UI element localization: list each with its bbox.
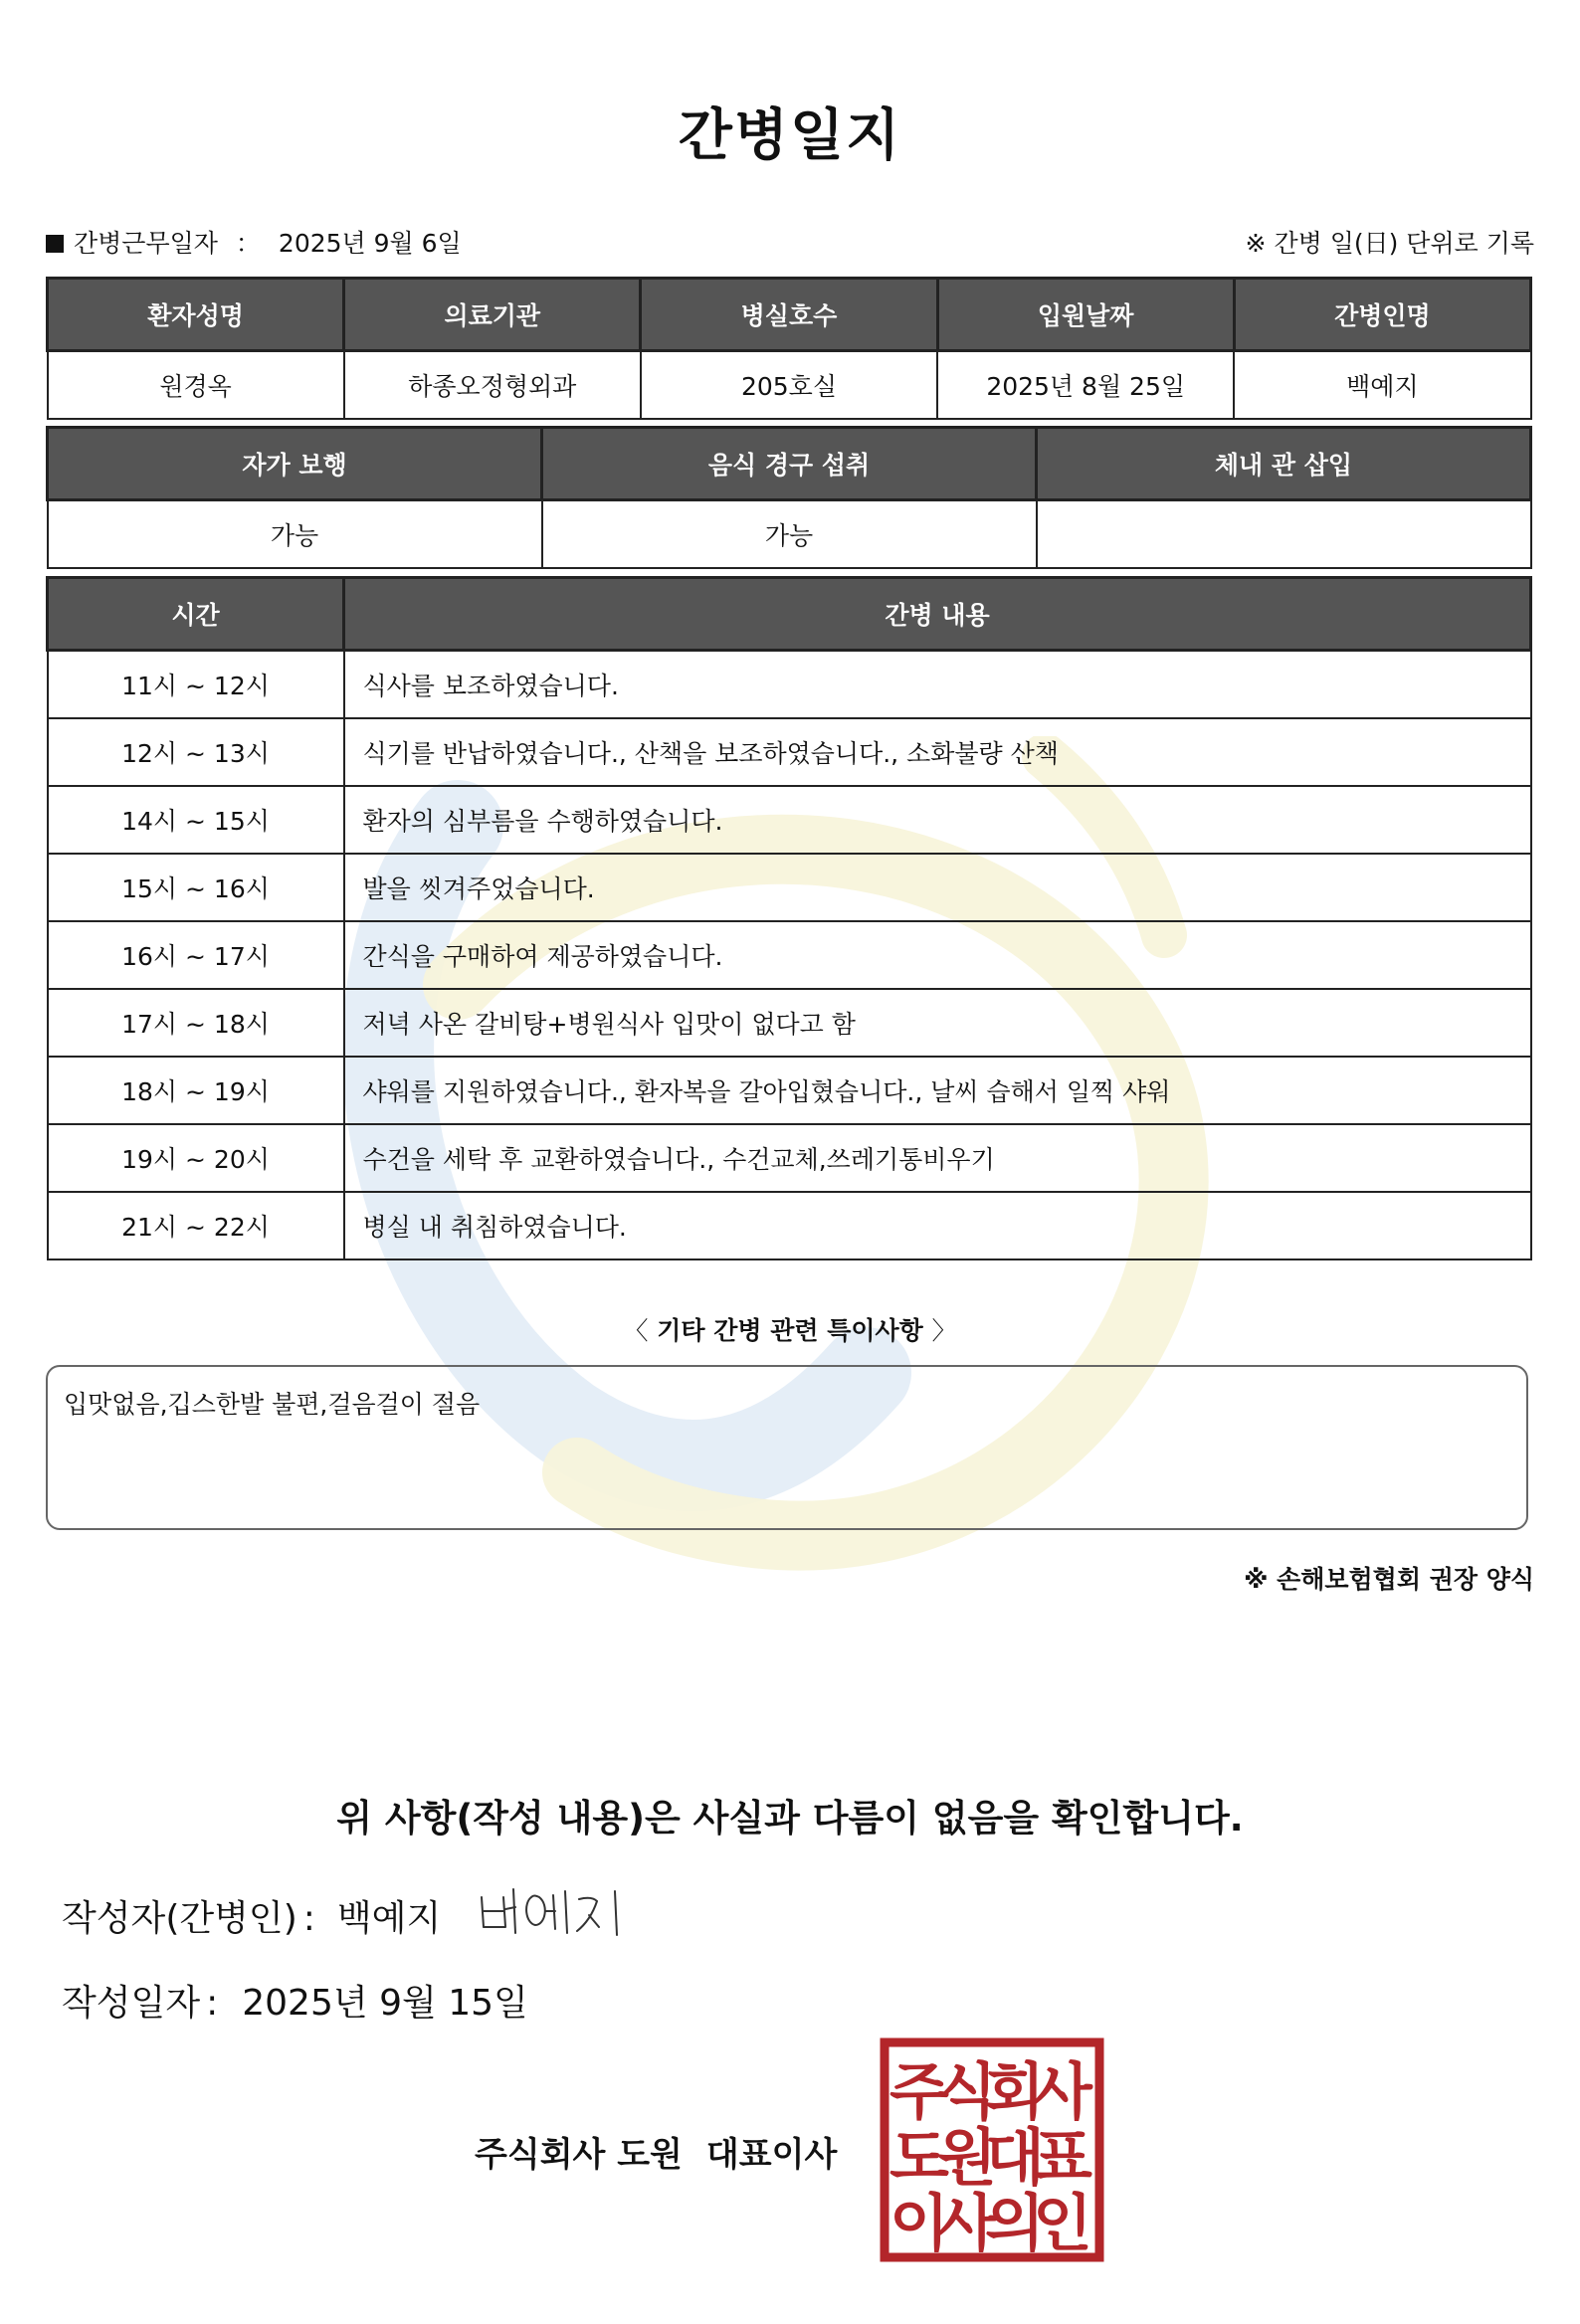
svg-text:도: 도 bbox=[889, 2121, 949, 2194]
author-label: 작성자(간병인) bbox=[62, 1898, 297, 1939]
svg-text:표: 표 bbox=[1033, 2121, 1092, 2194]
header-time: 시간 bbox=[48, 578, 344, 651]
time-cell: 11시 ~ 12시 bbox=[48, 651, 344, 719]
content-cell: 환자의 심부름을 수행하였습니다. bbox=[344, 786, 1531, 854]
table-row bbox=[48, 921, 1531, 989]
record-unit-note: ※ 간병 일(日) 단위로 기록 bbox=[1245, 229, 1534, 258]
svg-text:대: 대 bbox=[985, 2121, 1045, 2194]
table-row bbox=[48, 854, 1531, 921]
table-row bbox=[48, 1192, 1531, 1259]
company-seal-stamp bbox=[880, 2037, 1104, 2262]
time-cell: 19시 ~ 20시 bbox=[48, 1124, 344, 1192]
content-cell: 저녁 사온 갈비탕+병원식사 입맛이 없다고 함 bbox=[344, 989, 1531, 1057]
hospital-name: 하종오정형외과 bbox=[344, 351, 641, 420]
svg-text:이: 이 bbox=[889, 2187, 949, 2259]
svg-text:사: 사 bbox=[937, 2187, 997, 2259]
self-walking-value: 가능 bbox=[48, 500, 542, 569]
time-cell: 12시 ~ 13시 bbox=[48, 718, 344, 786]
table-row bbox=[48, 786, 1531, 854]
header-caregiver-name: 간병인명 bbox=[1234, 279, 1530, 351]
author-colon: : bbox=[302, 1898, 315, 1939]
special-notes-box: 입맛없음,깁스한발 불편,걸음걸이 절음 bbox=[46, 1365, 1528, 1530]
confirmation-statement: 위 사항(작성 내용)은 사실과 다름이 없음을 확인합니다. bbox=[336, 1797, 1244, 1840]
company-name: 주식회사 도원 bbox=[475, 2135, 683, 2175]
table-row bbox=[48, 1124, 1531, 1192]
care-log-header-row bbox=[48, 578, 1531, 651]
caregiver-name: 백예지 bbox=[1234, 351, 1530, 420]
work-date-line bbox=[46, 224, 462, 260]
patient-status-table bbox=[46, 426, 1532, 569]
patient-name: 원경옥 bbox=[48, 351, 344, 420]
content-cell: 식사를 보조하였습니다. bbox=[344, 651, 1531, 719]
table-row bbox=[48, 989, 1531, 1057]
company-title: 대표이사 bbox=[705, 2135, 838, 2175]
work-date-value: 2025년 9월 6일 bbox=[278, 229, 462, 258]
svg-text:인: 인 bbox=[1033, 2187, 1092, 2259]
room-number: 205호실 bbox=[641, 351, 937, 420]
bracket-close: 〉 bbox=[931, 1316, 957, 1345]
time-cell: 16시 ~ 17시 bbox=[48, 921, 344, 989]
time-cell: 18시 ~ 19시 bbox=[48, 1057, 344, 1124]
content-cell: 병실 내 취침하였습니다. bbox=[344, 1192, 1531, 1259]
header-admission-date: 입원날짜 bbox=[937, 279, 1234, 351]
content-cell: 식기를 반납하였습니다., 산책을 보조하였습니다., 소화불량 산책 bbox=[344, 718, 1531, 786]
header-room-number: 병실호수 bbox=[641, 279, 937, 351]
patient-header-row bbox=[48, 279, 1531, 351]
written-date-row bbox=[62, 1975, 528, 2026]
content-cell: 수건을 세탁 후 교환하였습니다., 수건교체,쓰레기통비우기 bbox=[344, 1124, 1531, 1192]
written-date-label: 작성일자 bbox=[62, 1983, 201, 2024]
content-cell: 샤워를 지원하였습니다., 환자복을 갈아입혔습니다., 날씨 습해서 일찍 샤워 bbox=[344, 1057, 1531, 1124]
header-oral-intake: 음식 경구 섭취 bbox=[542, 428, 1037, 500]
svg-text:사: 사 bbox=[1033, 2055, 1092, 2128]
author-row bbox=[62, 1890, 441, 1941]
page-title: 간병일지 bbox=[678, 103, 902, 168]
recommendation-note: ※ 손해보험협회 권장 양식 bbox=[1244, 1565, 1534, 1594]
svg-text:주: 주 bbox=[889, 2055, 949, 2128]
care-log-table bbox=[46, 576, 1532, 1260]
work-date-label: 간병근무일자 bbox=[74, 229, 218, 258]
written-date-colon: : bbox=[206, 1983, 219, 2024]
content-cell: 발을 씻겨주었습니다. bbox=[344, 854, 1531, 921]
status-value-row bbox=[48, 500, 1531, 569]
svg-text:원: 원 bbox=[937, 2121, 997, 2194]
svg-text:회: 회 bbox=[985, 2055, 1045, 2128]
time-cell: 14시 ~ 15시 bbox=[48, 786, 344, 854]
author-name: 백예지 bbox=[336, 1898, 442, 1939]
work-date-separator: ： bbox=[235, 229, 261, 258]
header-hospital: 의료기관 bbox=[344, 279, 641, 351]
time-cell: 21시 ~ 22시 bbox=[48, 1192, 344, 1259]
company-line bbox=[475, 2127, 837, 2176]
special-notes-title: 기타 간병 관련 특이사항 bbox=[657, 1316, 923, 1345]
patient-info-table bbox=[46, 277, 1532, 420]
time-cell: 15시 ~ 16시 bbox=[48, 854, 344, 921]
header-care-content: 간병 내용 bbox=[344, 578, 1531, 651]
square-bullet-icon bbox=[46, 235, 64, 253]
written-date-value: 2025년 9월 15일 bbox=[242, 1983, 528, 2024]
time-cell: 17시 ~ 18시 bbox=[48, 989, 344, 1057]
table-row bbox=[48, 1057, 1531, 1124]
table-row bbox=[48, 718, 1531, 786]
patient-value-row bbox=[48, 351, 1531, 420]
oral-intake-value: 가능 bbox=[542, 500, 1037, 569]
admission-date: 2025년 8월 25일 bbox=[937, 351, 1234, 420]
table-row bbox=[48, 651, 1531, 719]
special-notes-heading bbox=[0, 1311, 1580, 1347]
handwritten-signature bbox=[476, 1883, 635, 1943]
tube-insertion-value bbox=[1037, 500, 1531, 569]
header-self-walking: 자가 보행 bbox=[48, 428, 542, 500]
bracket-open: 〈 bbox=[623, 1316, 649, 1345]
svg-text:식: 식 bbox=[937, 2055, 997, 2128]
svg-text:의: 의 bbox=[985, 2187, 1045, 2259]
status-header-row bbox=[48, 428, 1531, 500]
header-patient-name: 환자성명 bbox=[48, 279, 344, 351]
header-tube-insertion: 체내 관 삽입 bbox=[1037, 428, 1531, 500]
content-cell: 간식을 구매하여 제공하였습니다. bbox=[344, 921, 1531, 989]
